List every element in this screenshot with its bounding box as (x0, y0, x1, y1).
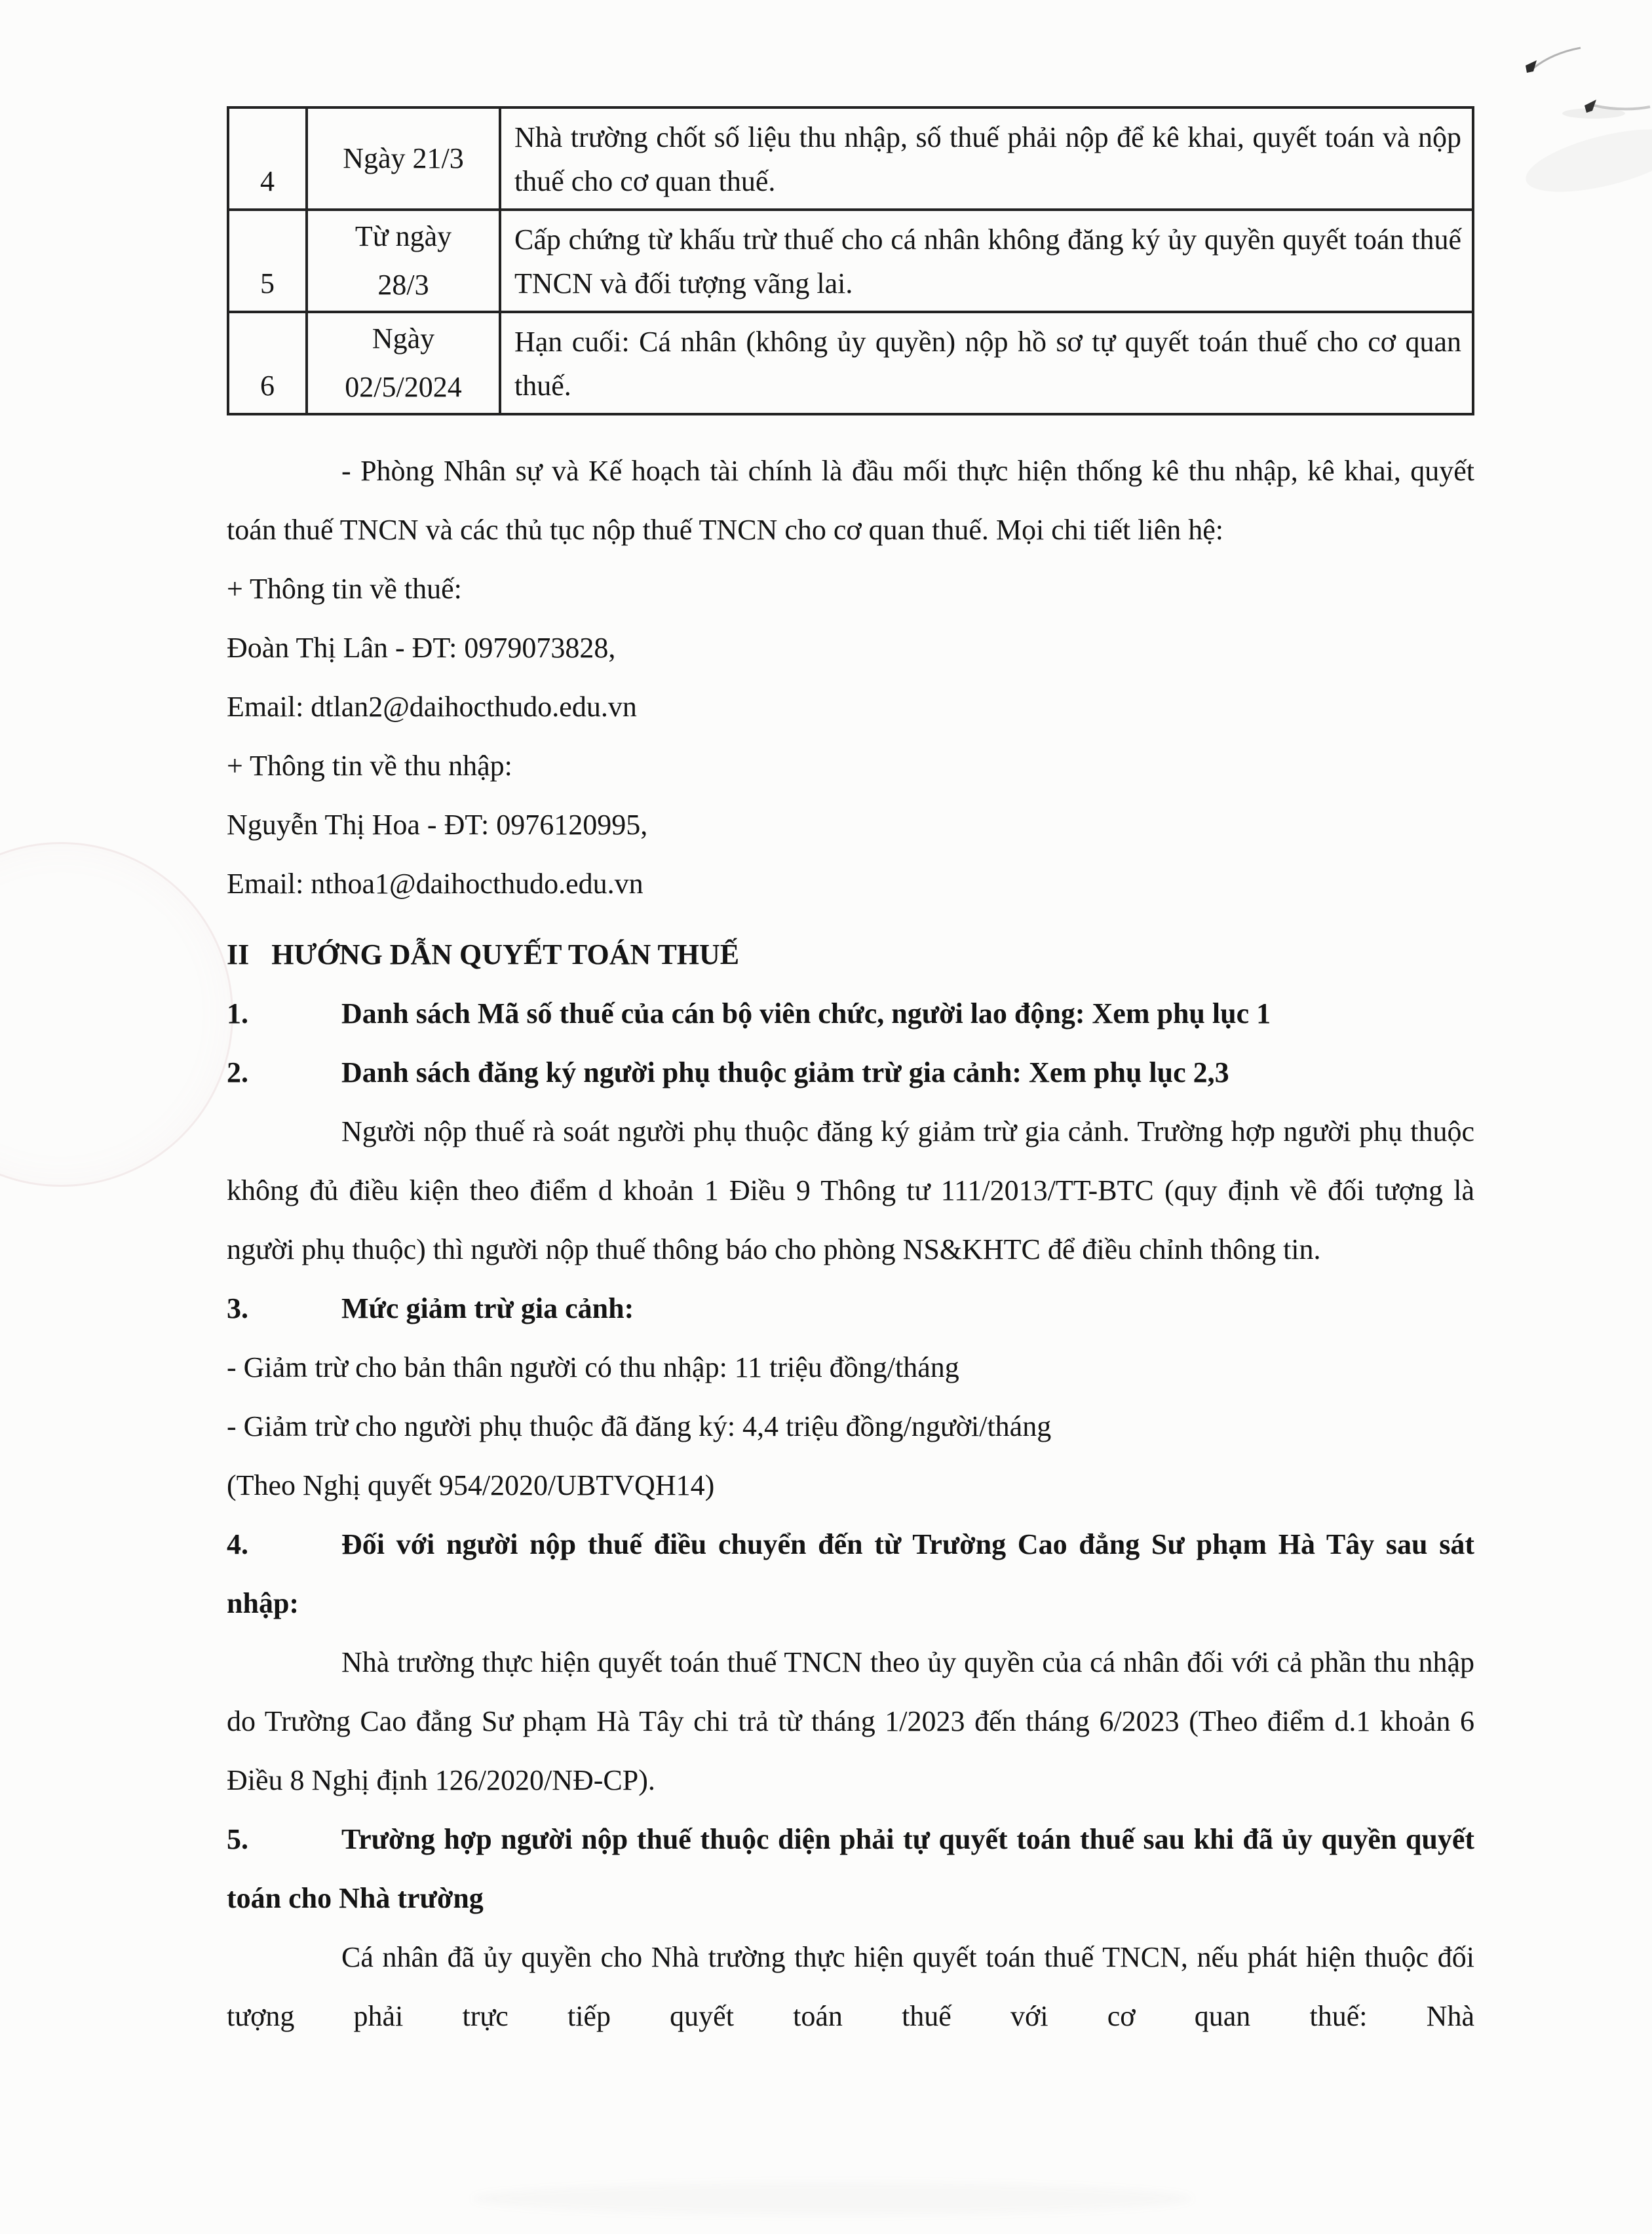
row-description: Nhà trường chốt số liệu thu nhập, số thuế phải nộp để kê khai, quyết toán và nộp thuế cho cơ quan thuế. (500, 107, 1473, 210)
item-5-text: Trường hợp người nộp thuế thuộc diện phải tự quyết toán thuế sau khi đã ủy quyền quyết toán cho Nhà trường (227, 1823, 1474, 1914)
table-row-5 (228, 210, 1473, 312)
page-content (227, 106, 1474, 2046)
item-2-number: 2. (227, 1056, 248, 1088)
row-date (307, 210, 500, 312)
row-description: Cấp chứng từ khấu trừ thuế cho cá nhân không đăng ký ủy quyền quyết toán thuế TNCN và đối tượng vãng lai. (500, 210, 1473, 312)
tax-contact-name-phone: Đoàn Thị Lân - ĐT: 0979073828, (227, 632, 616, 664)
item-3-text: Mức giảm trừ gia cảnh: (341, 1292, 634, 1324)
item-1-text: Danh sách Mã số thuế của cán bộ viên chức, người lao động: Xem phụ lục 1 (341, 997, 1271, 1030)
row-number: 4 (228, 107, 307, 210)
item-4-number: 4. (227, 1528, 248, 1560)
income-contact-name-phone: Nguyễn Thị Hoa - ĐT: 0976120995, (227, 809, 648, 841)
item-4-body-paragraph: Nhà trường thực hiện quyết toán thuế TNCN theo ủy quyền của cá nhân đối với cả phần thu nhập do Trường Cao đẳng Sư phạm Hà Tây chi trả từ tháng 1/2023 đến tháng 6/2023 (Theo điểm d.1 khoản 6 Điều 8 Nghị định 126/2020/NĐ-CP). (227, 1646, 1474, 1796)
body-text (227, 442, 1474, 2046)
item-3-number: 3. (227, 1292, 248, 1324)
item-5 (227, 1810, 1474, 1928)
income-info-label: + Thông tin về thu nhập: (227, 750, 512, 782)
date-line: Ngày 21/3 (343, 142, 464, 174)
tax-info-label: + Thông tin về thuế: (227, 573, 462, 605)
row-number: 5 (228, 210, 307, 312)
table-row-4 (228, 107, 1473, 210)
heading-number: II (227, 938, 250, 971)
ink-marks-icon (1494, 39, 1652, 210)
item-5-body-paragraph: Cá nhân đã ủy quyền cho Nhà trường thực hiện quyết toán thuế TNCN, nếu phát hiện thuộc đối tượng phải trực tiếp quyết toán thuế với cơ quan thuế: Nhà (227, 1941, 1474, 2032)
item-2-text: Danh sách đăng ký người phụ thuộc giảm trừ gia cảnh: Xem phụ lục 2,3 (341, 1056, 1229, 1088)
date-line: 02/5/2024 (345, 371, 462, 403)
section-ii-heading (227, 925, 1474, 984)
date-line: Từ ngày (355, 220, 452, 252)
stamp-fragment-icon (0, 842, 233, 1187)
item-1-number: 1. (227, 997, 248, 1030)
row-number: 6 (228, 312, 307, 414)
row-date (307, 312, 500, 414)
item-3-bullet-1: - Giảm trừ cho bản thân người có thu nhập: 11 triệu đồng/tháng (227, 1351, 959, 1383)
item-3 (227, 1279, 1474, 1338)
tax-deadline-table (227, 106, 1474, 415)
tax-contact-email: Email: dtlan2@daihocthudo.edu.vn (227, 691, 637, 723)
item-2 (227, 1043, 1474, 1102)
heading-title: HƯỚNG DẪN QUYẾT TOÁN THUẾ (271, 938, 740, 971)
item-1 (227, 984, 1474, 1043)
income-contact-email: Email: nthoa1@daihocthudo.edu.vn (227, 868, 644, 900)
row-description: Hạn cuối: Cá nhân (không ủy quyền) nộp hồ sơ tự quyết toán thuế cho cơ quan thuế. (500, 312, 1473, 414)
item-2-body-paragraph: Người nộp thuế rà soát người phụ thuộc đăng ký giảm trừ gia cảnh. Trường hợp người phụ thuộc không đủ điều kiện theo điểm d khoản 1 Điều 9 Thông tư 111/2013/TT-BTC (quy định về đối tượng là người phụ thuộc) thì người nộp thuế thông báo cho phòng NS&KHTC để điều chỉnh thông tin. (227, 1115, 1474, 1265)
item-4 (227, 1515, 1474, 1633)
item-4-text: Đối với người nộp thuế điều chuyển đến từ Trường Cao đẳng Sư phạm Hà Tây sau sát nhập: (227, 1528, 1474, 1619)
date-line: Ngày (372, 322, 435, 355)
scan-smudge (472, 2182, 1193, 2215)
date-line: 28/3 (377, 269, 429, 301)
item-3-note: (Theo Nghị quyết 954/2020/UBTVQH14) (227, 1469, 715, 1501)
table-row-6 (228, 312, 1473, 414)
item-3-bullet-2: - Giảm trừ cho người phụ thuộc đã đăng ký: 4,4 triệu đồng/người/tháng (227, 1410, 1052, 1442)
contact-intro-paragraph: - Phòng Nhân sự và Kế hoạch tài chính là đầu mối thực hiện thống kê thu nhập, kê khai, quyết toán thuế TNCN và các thủ tục nộp thuế TNCN cho cơ quan thuế. Mọi chi tiết liên hệ: (227, 455, 1474, 546)
item-5-number: 5. (227, 1823, 248, 1855)
row-date (307, 107, 500, 210)
